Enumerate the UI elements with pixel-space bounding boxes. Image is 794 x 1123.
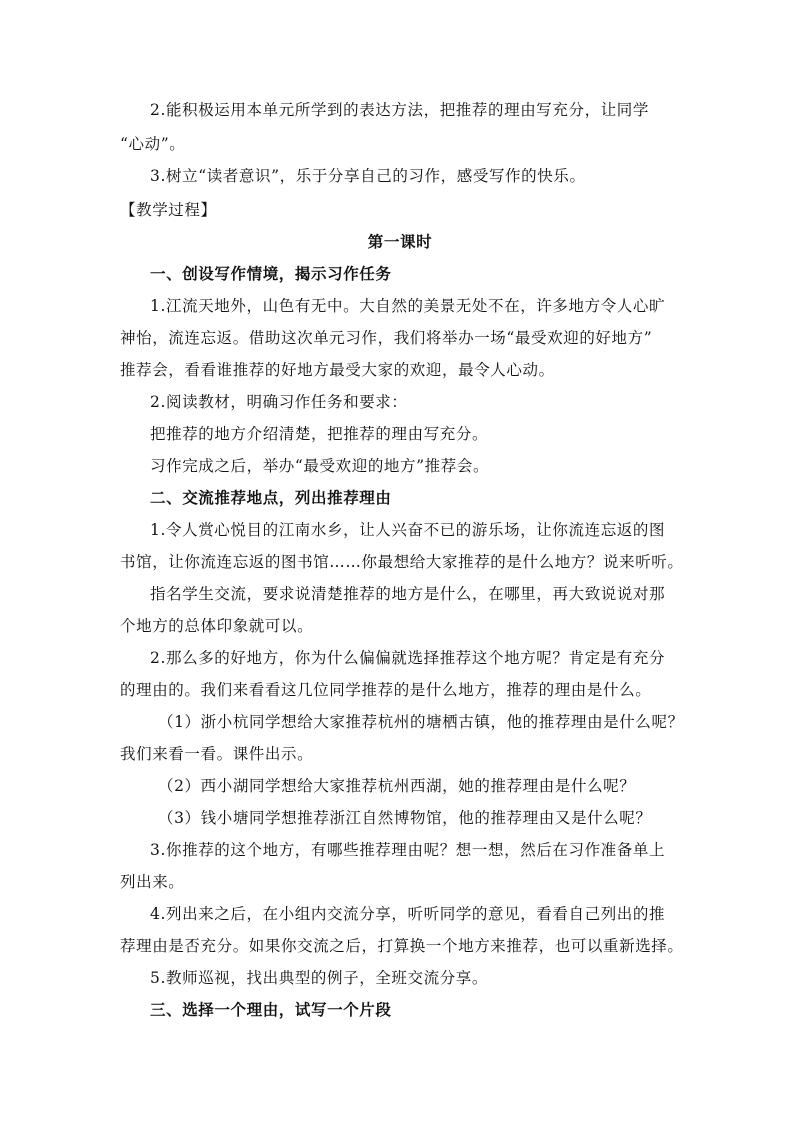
part-2-item-4-line-2: 荐理由是否充分。如果你交流之后，打算换一个地方来推荐，也可以重新选择。 — [120, 937, 684, 955]
part-2-item-1-line-2: 书馆，让你流连忘返的图书馆……你最想给大家推荐的是什么地方？说来听听。 — [120, 553, 684, 571]
part-3-heading: 三、选择一个理由，试写一个片段 — [150, 1000, 392, 1019]
part-2-item-1-line-1: 1.令人赏心悦目的江南水乡，让人兴奋不已的游乐场，让你流连忘返的图 — [150, 521, 666, 539]
example-1-line-2: 我们来看一看。课件出示。 — [120, 745, 314, 763]
goal-2-line-2: “心动”。 — [120, 135, 186, 153]
part-1-item-1-line-3: 推荐会，看看谁推荐的好地方最受大家的欢迎，最令人心动。 — [120, 361, 555, 379]
part-2-item-3-line-1: 3.你推荐的这个地方，有哪些推荐理由呢？想一想，然后在习作准备单上 — [150, 841, 666, 859]
part-2-item-5: 5.教师巡视，找出典型的例子，全班交流分享。 — [150, 969, 488, 987]
part-2-item-2-line-2: 的理由的。我们来看看这几位同学推荐的是什么地方，推荐的理由是什么。 — [120, 681, 652, 699]
section-heading-teaching-process: 【教学过程】 — [120, 201, 217, 219]
example-3: （3）钱小塘同学想推荐浙江自然博物馆，他的推荐理由又是什么呢？ — [158, 809, 652, 827]
part-2-heading: 二、交流推荐地点，列出推荐理由 — [150, 488, 392, 507]
requirement-line-1: 把推荐的地方介绍清楚，把推荐的理由写充分。 — [150, 425, 489, 443]
example-1-line-1: （1）浙小杭同学想给大家推荐杭州的塘栖古镇，他的推荐理由是什么呢？ — [158, 713, 684, 731]
part-1-item-1-line-2: 神怡，流连忘返。借助这次单元习作，我们将举办一场“最受欢迎的好地方” — [120, 329, 653, 347]
part-2-note-line-1: 指名学生交流，要求说清楚推荐的地方是什么，在哪里，再大致说说对那 — [150, 585, 666, 603]
part-2-note-line-2: 个地方的总体印象就可以。 — [120, 617, 314, 635]
part-1-item-2: 2.阅读教材，明确习作任务和要求： — [150, 393, 408, 411]
part-2-item-3-line-2: 列出来。 — [120, 873, 185, 891]
goal-2-line-1: 2.能积极运用本单元所学到的表达方法，把推荐的理由写充分，让同学 — [150, 101, 649, 119]
lesson-title: 第一课时 — [367, 232, 433, 251]
requirement-line-2: 习作完成之后，举办“最受欢迎的地方”推荐会。 — [150, 457, 490, 475]
part-1-heading: 一、创设写作情境，揭示习作任务 — [150, 264, 392, 283]
part-2-item-2-line-1: 2.那么多的好地方，你为什么偏偏就选择推荐这个地方呢？肯定是有充分 — [150, 649, 666, 667]
part-2-item-4-line-1: 4.列出来之后，在小组内交流分享，听听同学的意见，看看自己列出的推 — [150, 905, 666, 923]
part-1-item-1-line-1: 1.江流天地外，山色有无中。大自然的美景无处不在，许多地方令人心旷 — [150, 297, 666, 315]
goal-3: 3.树立“读者意识”，乐于分享自己的习作，感受写作的快乐。 — [150, 167, 586, 185]
example-2: （2）西小湖同学想给大家推荐杭州西湖，她的推荐理由是什么呢？ — [158, 777, 636, 795]
